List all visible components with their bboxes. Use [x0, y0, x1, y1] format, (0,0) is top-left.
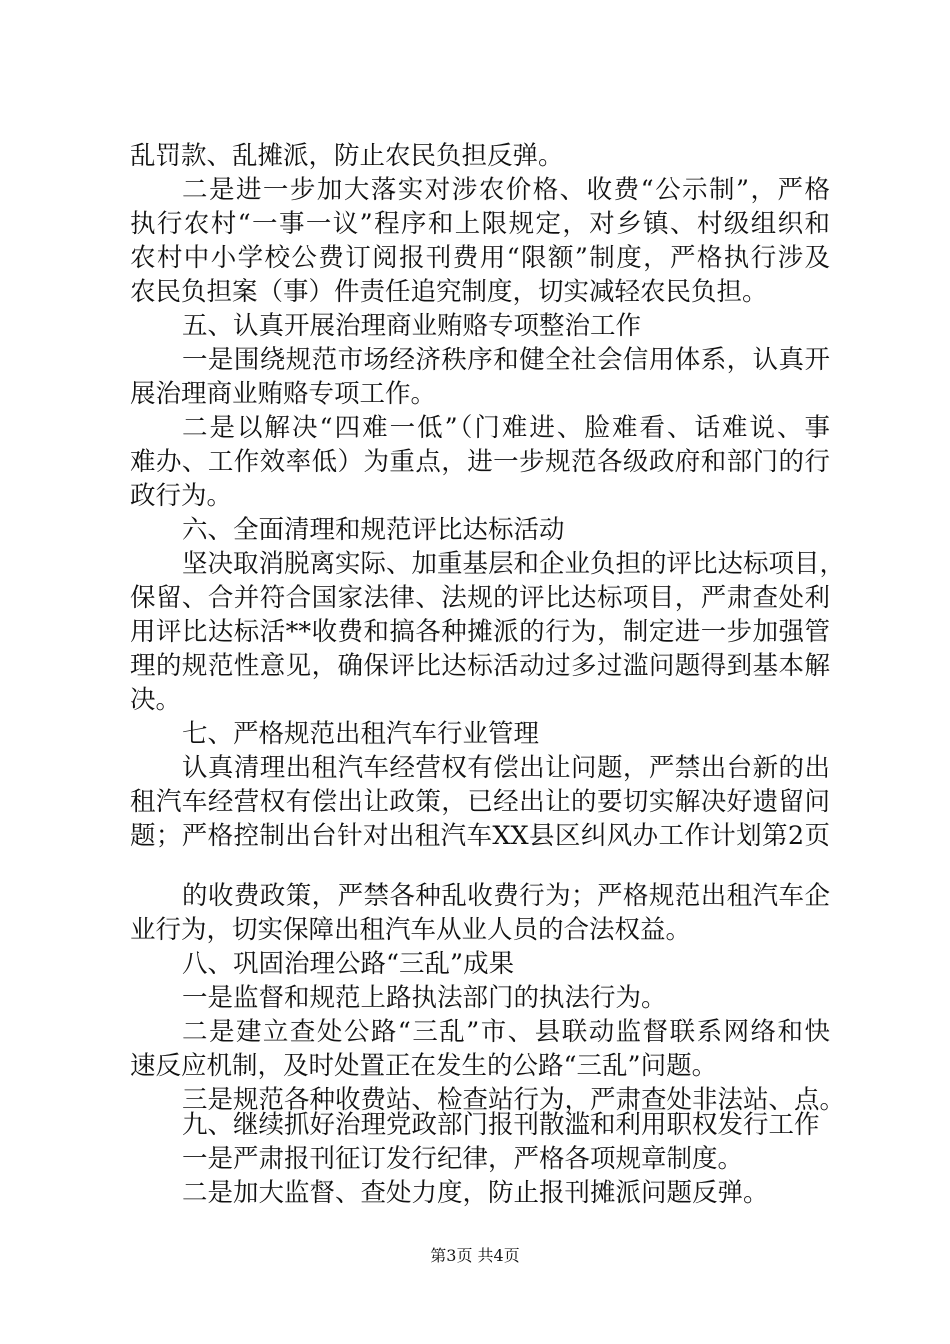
body-line: 二是以解决“四难一低”（门难进、脸难看、话难说、事: [182, 413, 830, 443]
body-line: 一是围绕规范市场经济秩序和健全社会信用体系，认真开: [182, 345, 830, 375]
body-line: 二是建立查处公路“三乱”市、县联动监督联系网络和快: [182, 1017, 830, 1047]
body-line: 的收费政策，严禁各种乱收费行为；严格规范出租汽车企: [182, 881, 830, 911]
body-line: 乱罚款、乱摊派，防止农民负担反弹。: [130, 141, 564, 171]
section-heading: 六、全面清理和规范评比达标活动: [182, 515, 565, 545]
body-line: 三是规范各种收费站、检查站行为，严肃查处非法站、点。: [182, 1085, 846, 1115]
section-heading: 五、认真开展治理商业贿赂专项整治工作: [182, 311, 642, 341]
body-line: 决。: [130, 685, 182, 715]
body-line: 理的规范性意见，确保评比达标活动过多过滥问题得到基本解: [130, 651, 830, 681]
body-line: 一是监督和规范上路执法部门的执法行为。: [182, 983, 667, 1013]
body-line: 坚决取消脱离实际、加重基层和企业负担的评比达标项目，: [182, 549, 846, 579]
body-line: 农民负担案（事）件责任追究制度，切实减轻农民负担。: [130, 277, 768, 307]
body-line: 农村中小学校公费订阅报刊费用“限额”制度，严格执行涉及: [130, 243, 830, 273]
page-footer: 第3页 共4页: [430, 1246, 520, 1265]
body-line: 政行为。: [130, 481, 233, 511]
body-line: 认真清理出租汽车经营权有偿出让问题，严禁出台新的出: [182, 753, 830, 783]
body-line: 展治理商业贿赂专项工作。: [130, 379, 437, 409]
body-line: 租汽车经营权有偿出让政策，已经出让的要切实解决好遗留问: [130, 787, 830, 817]
body-line: 难办、工作效率低）为重点，进一步规范各级政府和部门的行: [130, 447, 830, 477]
body-line: 执行农村“一事一议”程序和上限规定，对乡镇、村级组织和: [130, 209, 830, 239]
body-line: 一是严肃报刊征订发行纪律，严格各项规章制度。: [182, 1144, 744, 1174]
body-line: 用评比达标活**收费和搞各种摊派的行为，制定进一步加强管: [130, 617, 830, 647]
body-line: 题；严格控制出台针对出租汽车XX县区纠风办工作计划第2页: [130, 821, 830, 851]
body-line: 业行为，切实保障出租汽车从业人员的合法权益。: [130, 915, 692, 945]
section-heading: 八、巩固治理公路“三乱”成果: [182, 949, 515, 979]
section-heading: 七、严格规范出租汽车行业管理: [182, 719, 540, 749]
body-line: 二是进一步加大落实对涉农价格、收费“公示制”，严格: [182, 175, 830, 205]
section-heading: 九、继续抓好治理党政部门报刊散滥和利用职权发行工作: [182, 1110, 820, 1140]
body-line: 保留、合并符合国家法律、法规的评比达标项目，严肃查处利: [130, 583, 830, 613]
body-line: 二是加大监督、查处力度，防止报刊摊派问题反弹。: [182, 1178, 769, 1208]
body-line: 速反应机制，及时处置正在发生的公路“三乱”问题。: [130, 1051, 718, 1081]
